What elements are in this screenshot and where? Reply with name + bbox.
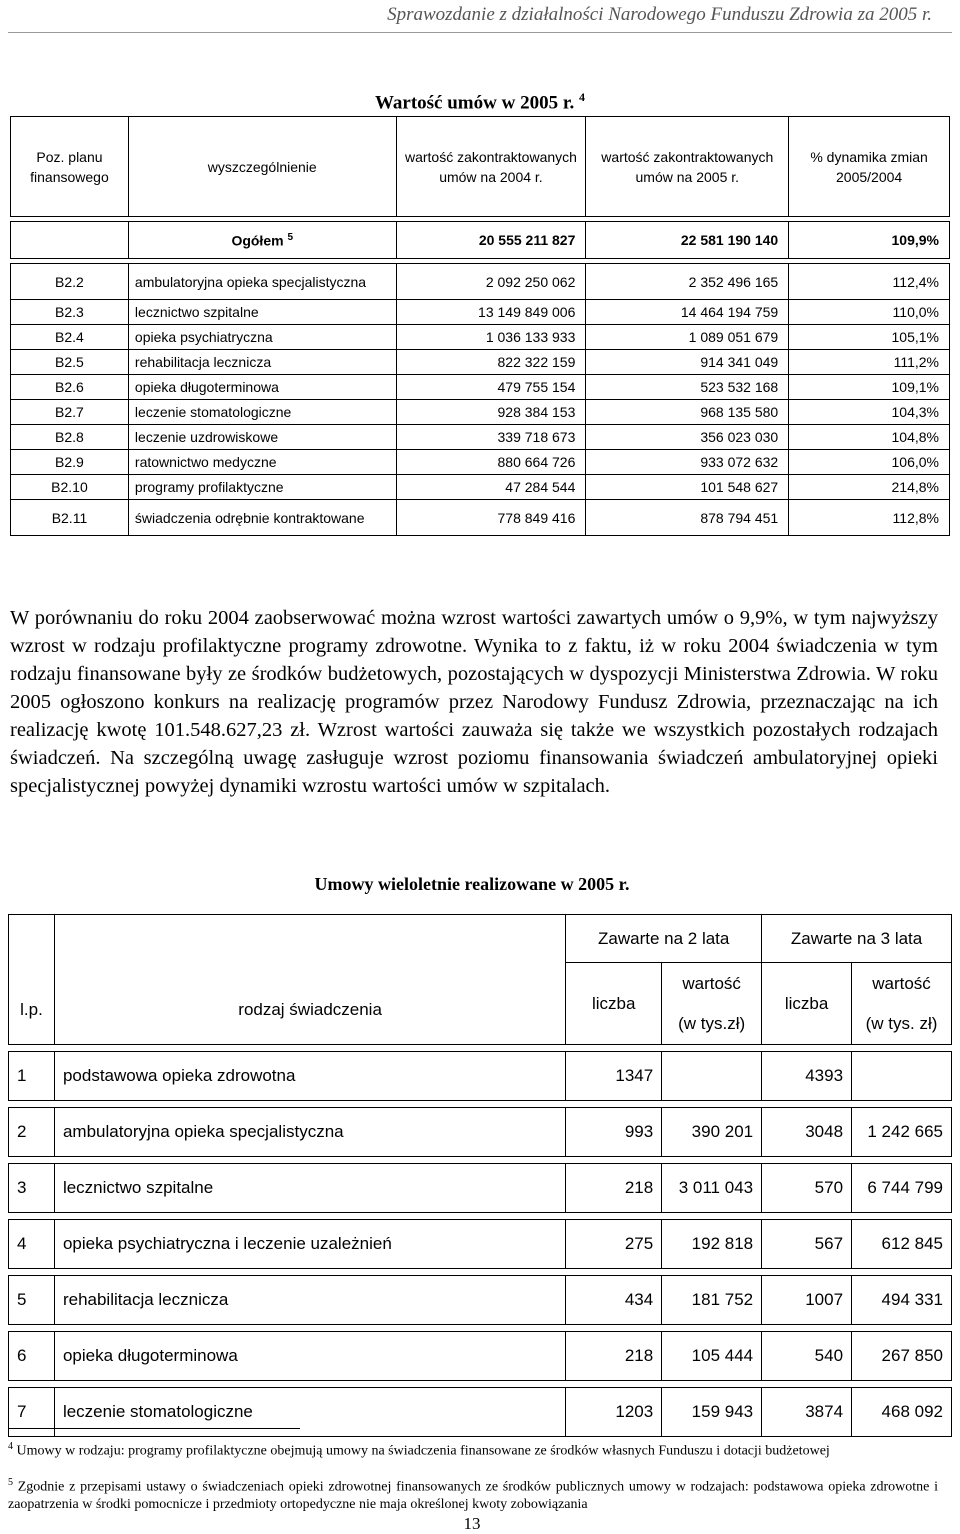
row-liczba-2: 218 (566, 1164, 662, 1213)
table-row (11, 475, 950, 500)
footnote-5-text: Zgodnie z przepisami ustawy o świadczeniach opieki zdrowotnej finansowanych ze środków publicznych umowy w rodzajach: podstawowa opieka zdrowotne i zaopatrzenia w środki pomocnicze i przedmioty ortopedyczne nie maja określonej kwoty zobowiązania (8, 1479, 938, 1512)
row-lp: 7 (9, 1388, 55, 1437)
row-name: lecznictwo szpitalne (54, 1164, 565, 1213)
row-2005: 356 023 030 (586, 425, 789, 450)
total-label (128, 222, 396, 259)
row-dynamics: 104,3% (789, 400, 950, 425)
row-lp: 6 (9, 1332, 55, 1381)
table2-header-row-1 (9, 915, 952, 963)
table-gap (9, 1101, 952, 1108)
group-3-years: Zawarte na 3 lata (762, 915, 952, 963)
row-2005: 914 341 049 (586, 350, 789, 375)
row-wartosc-2: 192 818 (662, 1220, 762, 1269)
row-dynamics: 106,0% (789, 450, 950, 475)
table-row (9, 1388, 952, 1437)
row-name: programy profilaktyczne (128, 475, 396, 500)
table2-title: Umowy wieloletnie realizowane w 2005 r. (314, 874, 630, 894)
row-2004: 778 849 416 (396, 500, 586, 536)
row-wartosc-2: 181 752 (662, 1276, 762, 1325)
row-lp: 3 (9, 1164, 55, 1213)
row-poz: B2.2 (11, 264, 129, 300)
table-row (11, 300, 950, 325)
col-poz: Poz. planu finansowego (11, 117, 129, 217)
row-liczba-3: 540 (762, 1332, 852, 1381)
row-dynamics: 110,0% (789, 300, 950, 325)
row-wartosc-2: 159 943 (662, 1388, 762, 1437)
row-poz: B2.9 (11, 450, 129, 475)
total-poz (11, 222, 129, 259)
table1-title (0, 90, 960, 114)
table-row (9, 1052, 952, 1101)
row-2004: 2 092 250 062 (396, 264, 586, 300)
wartosc-3-unit: (w tys. zł) (865, 1013, 938, 1033)
row-name: ambulatoryjna opieka specjalistyczna (54, 1108, 565, 1157)
table-row (11, 264, 950, 300)
row-poz: B2.10 (11, 475, 129, 500)
row-dynamics: 112,8% (789, 500, 950, 536)
row-liczba-3: 1007 (762, 1276, 852, 1325)
row-name: opieka długoterminowa (128, 375, 396, 400)
col-dynamics: % dynamika zmian 2005/2004 (789, 117, 950, 217)
row-2005: 1 089 051 679 (586, 325, 789, 350)
wartosc-2-label: wartość (682, 973, 741, 993)
row-liczba-2: 1203 (566, 1388, 662, 1437)
row-liczba-3: 3874 (762, 1388, 852, 1437)
footnote-4-text: Umowy w rodzaju: programy profilaktyczne obejmują umowy na świadczenia finansowane ze środków własnych Funduszu i dotacji budżetowej (16, 1443, 830, 1459)
row-2005: 968 135 580 (586, 400, 789, 425)
row-name: leczenie uzdrowiskowe (128, 425, 396, 450)
table1-title-note: 4 (579, 90, 586, 104)
row-dynamics: 109,1% (789, 375, 950, 400)
contracts-value-table (10, 116, 950, 536)
table-row (11, 325, 950, 350)
row-2004: 13 149 849 006 (396, 300, 586, 325)
row-lp: 5 (9, 1276, 55, 1325)
row-name: leczenie stomatologiczne (128, 400, 396, 425)
row-lp: 1 (9, 1052, 55, 1101)
col-name: wyszczególnienie (128, 117, 396, 217)
page-header: Sprawozdanie z działalności Narodowego Funduszu Zdrowia za 2005 r. (387, 4, 932, 25)
row-2005: 101 548 627 (586, 475, 789, 500)
footnote-4-num: 4 (8, 1441, 13, 1452)
row-poz: B2.3 (11, 300, 129, 325)
row-wartosc-3: 267 850 (852, 1332, 952, 1381)
col-2004: wartość zakontraktowanych umów na 2004 r. (396, 117, 586, 217)
header-rule (8, 32, 952, 33)
analysis-paragraph: W porównaniu do roku 2004 zaobserwować można wzrost wartości zawartych umów o 9,9%, w tym najwyższy wzrost w rodzaju profilaktyczne programy zdrowotne. Wynika to z faktu, iż w roku 2004 świadczenia w tym rodzaju finansowane były ze środków budżetowych, pozostających w dyspozycji Ministerstwa Zdrowia. W roku 2005 ogłoszono konkurs na realizację programów przez Narodowy Fundusz Zdrowia, przeznaczając na ich realizację kwotę 101.548.627,23 zł. Wzrost wartości zauważa się także we wszystkich pozostałych rodzajach świadczeń. Na szczególną uwagę zasługuje wzrost poziomu finansowania świadczeń ambulatoryjnej opieki specjalistycznej powyżej dynamiki wzrostu wartości umów w szpitalach. (10, 607, 938, 797)
row-2004: 1 036 133 933 (396, 325, 586, 350)
row-2004: 339 718 673 (396, 425, 586, 450)
row-2004: 928 384 153 (396, 400, 586, 425)
footnote-5 (8, 1474, 938, 1513)
table1-title-text: Wartość umów w 2005 r. (374, 92, 575, 114)
total-row (11, 222, 950, 259)
gap-cell (9, 1157, 952, 1164)
row-wartosc-3: 494 331 (852, 1276, 952, 1325)
table-gap (9, 1045, 952, 1052)
group-2-years: Zawarte na 2 lata (566, 915, 762, 963)
row-name: opieka długoterminowa (54, 1332, 565, 1381)
footnote-5-num: 5 (8, 1477, 13, 1488)
col-wartosc-2 (662, 963, 762, 1045)
table-row (9, 1276, 952, 1325)
row-2005: 933 072 632 (586, 450, 789, 475)
row-name: rehabilitacja lecznicza (128, 350, 396, 375)
row-name: podstawowa opieka zdrowotna (54, 1052, 565, 1101)
row-dynamics: 105,1% (789, 325, 950, 350)
multiyear-contracts-table (8, 914, 952, 1437)
row-wartosc-3 (852, 1052, 952, 1101)
row-liczba-2: 434 (566, 1276, 662, 1325)
row-2005: 14 464 194 759 (586, 300, 789, 325)
row-liczba-3: 570 (762, 1164, 852, 1213)
total-2004: 20 555 211 827 (396, 222, 586, 259)
col-rodzaj: rodzaj świadczenia (54, 915, 565, 1045)
row-name: opieka psychiatryczna i leczenie uzależnień (54, 1220, 565, 1269)
table-row (9, 1164, 952, 1213)
row-liczba-2: 275 (566, 1220, 662, 1269)
row-2005: 2 352 496 165 (586, 264, 789, 300)
table-row (9, 1108, 952, 1157)
row-poz: B2.8 (11, 425, 129, 450)
wartosc-2-unit: (w tys.zł) (678, 1013, 746, 1033)
row-poz: B2.6 (11, 375, 129, 400)
row-liczba-3: 3048 (762, 1108, 852, 1157)
row-liczba-2: 993 (566, 1108, 662, 1157)
table-row (11, 500, 950, 536)
row-liczba-2: 1347 (566, 1052, 662, 1101)
footnote-4 (8, 1438, 938, 1460)
row-wartosc-3: 6 744 799 (852, 1164, 952, 1213)
col-liczba-3: liczba (762, 963, 852, 1045)
row-name: ambulatoryjna opieka specjalistyczna (128, 264, 396, 300)
wartosc-3-label: wartość (872, 973, 931, 993)
table-row (11, 375, 950, 400)
row-wartosc-3: 1 242 665 (852, 1108, 952, 1157)
table-row (11, 400, 950, 425)
gap-cell (9, 1381, 952, 1388)
row-2005: 878 794 451 (586, 500, 789, 536)
row-wartosc-2: 390 201 (662, 1108, 762, 1157)
row-name: ratownictwo medyczne (128, 450, 396, 475)
gap-cell (9, 1045, 952, 1052)
row-poz: B2.4 (11, 325, 129, 350)
row-2004: 880 664 726 (396, 450, 586, 475)
row-liczba-2: 218 (566, 1332, 662, 1381)
row-poz: B2.7 (11, 400, 129, 425)
table-row (11, 450, 950, 475)
row-dynamics: 111,2% (789, 350, 950, 375)
col-lp: l.p. (9, 915, 55, 1045)
row-liczba-3: 4393 (762, 1052, 852, 1101)
gap-cell (9, 1325, 952, 1332)
row-liczba-3: 567 (762, 1220, 852, 1269)
page-number: 13 (463, 1514, 481, 1533)
gap-cell (9, 1101, 952, 1108)
total-note: 5 (287, 231, 294, 243)
col-2005: wartość zakontraktowanych umów na 2005 r. (586, 117, 789, 217)
col-wartosc-3 (852, 963, 952, 1045)
row-dynamics: 104,8% (789, 425, 950, 450)
row-lp: 2 (9, 1108, 55, 1157)
row-poz: B2.11 (11, 500, 129, 536)
row-name: rehabilitacja lecznicza (54, 1276, 565, 1325)
row-wartosc-2 (662, 1052, 762, 1101)
row-2004: 47 284 544 (396, 475, 586, 500)
table-gap (9, 1157, 952, 1164)
row-2004: 822 322 159 (396, 350, 586, 375)
row-dynamics: 214,8% (789, 475, 950, 500)
table-row (11, 425, 950, 450)
row-name: opieka psychiatryczna (128, 325, 396, 350)
footnote-rule (8, 1428, 300, 1429)
row-name: lecznictwo szpitalne (128, 300, 396, 325)
row-name: leczenie stomatologiczne (54, 1388, 565, 1437)
row-2005: 523 532 168 (586, 375, 789, 400)
table-gap (9, 1213, 952, 1220)
table-gap (9, 1381, 952, 1388)
row-lp: 4 (9, 1220, 55, 1269)
table-gap (9, 1325, 952, 1332)
total-dynamics: 109,9% (789, 222, 950, 259)
table-gap (9, 1269, 952, 1276)
row-wartosc-2: 105 444 (662, 1332, 762, 1381)
table-row (9, 1332, 952, 1381)
row-name: świadczenia odrębnie kontraktowane (128, 500, 396, 536)
row-wartosc-3: 612 845 (852, 1220, 952, 1269)
table-row (11, 350, 950, 375)
row-dynamics: 112,4% (789, 264, 950, 300)
gap-cell (9, 1213, 952, 1220)
row-wartosc-3: 468 092 (852, 1388, 952, 1437)
table-row (9, 1220, 952, 1269)
gap-cell (9, 1269, 952, 1276)
row-poz: B2.5 (11, 350, 129, 375)
col-liczba-2: liczba (566, 963, 662, 1045)
table1-header-row (11, 117, 950, 217)
row-wartosc-2: 3 011 043 (662, 1164, 762, 1213)
row-2004: 479 755 154 (396, 375, 586, 400)
total-2005: 22 581 190 140 (586, 222, 789, 259)
total-label-text: Ogółem (231, 232, 284, 249)
